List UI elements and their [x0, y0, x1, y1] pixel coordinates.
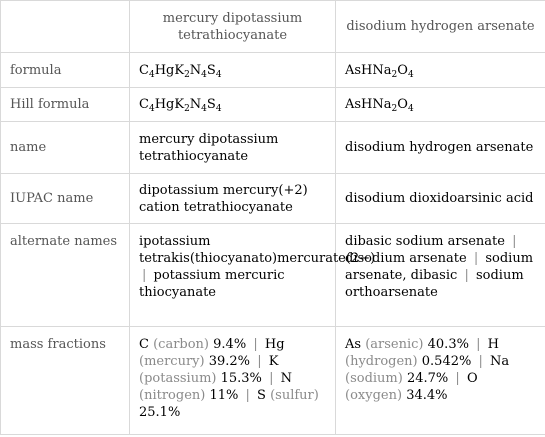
list-item: sodium orthoarsenate: [345, 268, 524, 300]
formula-subscript: 4: [201, 69, 207, 80]
header-row: [1, 1, 545, 53]
element-symbol: Na: [490, 354, 510, 369]
separator: |: [455, 371, 460, 386]
compound-1-header: mercury dipotassium tetrathiocyanate: [130, 1, 336, 53]
name-cell: disodium hydrogen arsenate: [336, 122, 545, 174]
row-label-name: name: [1, 122, 130, 174]
separator: |: [245, 388, 250, 403]
table-row: [1, 88, 545, 122]
formula-symbol: HgK: [154, 62, 185, 78]
list-item: potassium mercuric thiocyanate: [139, 268, 285, 300]
formula-subscript: 4: [407, 69, 414, 80]
mass-fraction-value: 34.4%: [406, 388, 448, 403]
row-label-mass-fractions: mass fractions: [1, 327, 130, 435]
separator: |: [476, 337, 481, 352]
element-name: (carbon): [153, 337, 210, 352]
formula-symbol: AsHNa: [345, 62, 392, 78]
formula-subscript: 2: [391, 104, 398, 114]
list-item: sodium arsenate, dibasic: [345, 251, 534, 283]
element-name: (mercury): [139, 354, 205, 369]
mass-fraction-value: 39.2%: [208, 354, 251, 369]
name-cell: mercury dipotassium tetrathiocyanate: [130, 122, 336, 174]
formula-subscript: 4: [201, 104, 207, 114]
hill-formula-cell: [130, 88, 336, 122]
mass-fraction-value: 40.3%: [427, 337, 469, 352]
mass-fraction-value: 11%: [209, 388, 239, 403]
alternate-names-cell: [336, 224, 545, 327]
mass-fractions-cell: [336, 327, 545, 435]
list-item: disodium arsenate: [345, 251, 467, 266]
formula-subscript: 2: [184, 69, 190, 80]
element-symbol: N: [280, 371, 292, 386]
element-name: (arsenic): [365, 337, 424, 352]
separator: |: [473, 251, 479, 266]
formula-symbol: O: [397, 62, 408, 78]
element-symbol: H: [487, 337, 499, 352]
formula-cell: [130, 53, 336, 88]
element-name: (sodium): [345, 371, 403, 386]
mass-fraction-value: 0.542%: [421, 354, 472, 369]
element-name: (hydrogen): [345, 354, 418, 369]
mass-fraction-value: 24.7%: [406, 371, 449, 386]
formula-symbol: HgK: [154, 97, 185, 112]
corner-cell: [1, 1, 130, 53]
element-symbol: K: [268, 354, 279, 369]
formula-subscript: 2: [184, 104, 190, 114]
element-name: (sulfur): [270, 388, 319, 403]
formula-subscript: 4: [148, 69, 155, 80]
formula-cell: [336, 53, 545, 88]
compound-2-header: disodium hydrogen arsenate: [336, 1, 545, 53]
mass-fractions-cell: [130, 327, 336, 435]
formula-subscript: 4: [407, 104, 414, 114]
table-row: [1, 224, 545, 327]
element-symbol: As: [345, 337, 362, 352]
formula-symbol: N: [189, 97, 202, 112]
element-symbol: O: [466, 371, 478, 386]
row-label-alternate-names: alternate names: [1, 224, 130, 327]
separator: |: [257, 354, 262, 369]
formula-subscript: 4: [148, 104, 155, 114]
row-label-hill-formula: Hill formula: [1, 88, 130, 122]
iupac-name-cell: dipotassium mercury(+2) cation tetrathiocyanate: [130, 174, 336, 224]
iupac-name-cell: disodium dioxidoarsinic acid: [336, 174, 545, 224]
separator: |: [253, 337, 258, 352]
element-symbol: S: [257, 388, 266, 403]
mass-fraction-value: 25.1%: [139, 405, 181, 420]
list-item: ipotassium tetrakis(thiocyanato)mercurate(2−): [139, 234, 376, 266]
separator: |: [142, 268, 147, 283]
formula-subscript: 4: [215, 104, 222, 114]
alternate-names-cell: [130, 224, 376, 327]
formula-symbol: AsHNa: [345, 97, 392, 112]
element-symbol: Hg: [264, 337, 285, 352]
row-label-formula: formula: [1, 53, 130, 88]
formula-symbol: O: [397, 97, 408, 112]
element-symbol: C: [139, 337, 149, 352]
mass-fraction-value: 9.4%: [213, 337, 247, 352]
formula-subscript: 4: [215, 69, 222, 80]
table-row: [1, 122, 545, 174]
formula-symbol: C: [139, 62, 149, 78]
separator: |: [478, 354, 483, 369]
separator: |: [512, 234, 517, 249]
list-item: dibasic sodium arsenate: [345, 234, 505, 249]
table-row: [1, 327, 545, 435]
element-name: (nitrogen): [139, 388, 206, 403]
row-label-iupac-name: IUPAC name: [1, 174, 130, 224]
mass-fraction-value: 15.3%: [220, 371, 262, 386]
separator: |: [464, 268, 469, 283]
formula-subscript: 2: [391, 69, 398, 80]
formula-symbol: S: [206, 97, 216, 112]
table-row: [1, 53, 545, 88]
table-row: [1, 174, 545, 224]
element-name: (potassium): [139, 371, 217, 386]
separator: |: [269, 371, 274, 386]
hill-formula-cell: [336, 88, 545, 122]
formula-symbol: C: [139, 97, 149, 112]
element-name: (oxygen): [345, 388, 403, 403]
formula-symbol: S: [206, 62, 216, 78]
formula-symbol: N: [189, 62, 202, 78]
